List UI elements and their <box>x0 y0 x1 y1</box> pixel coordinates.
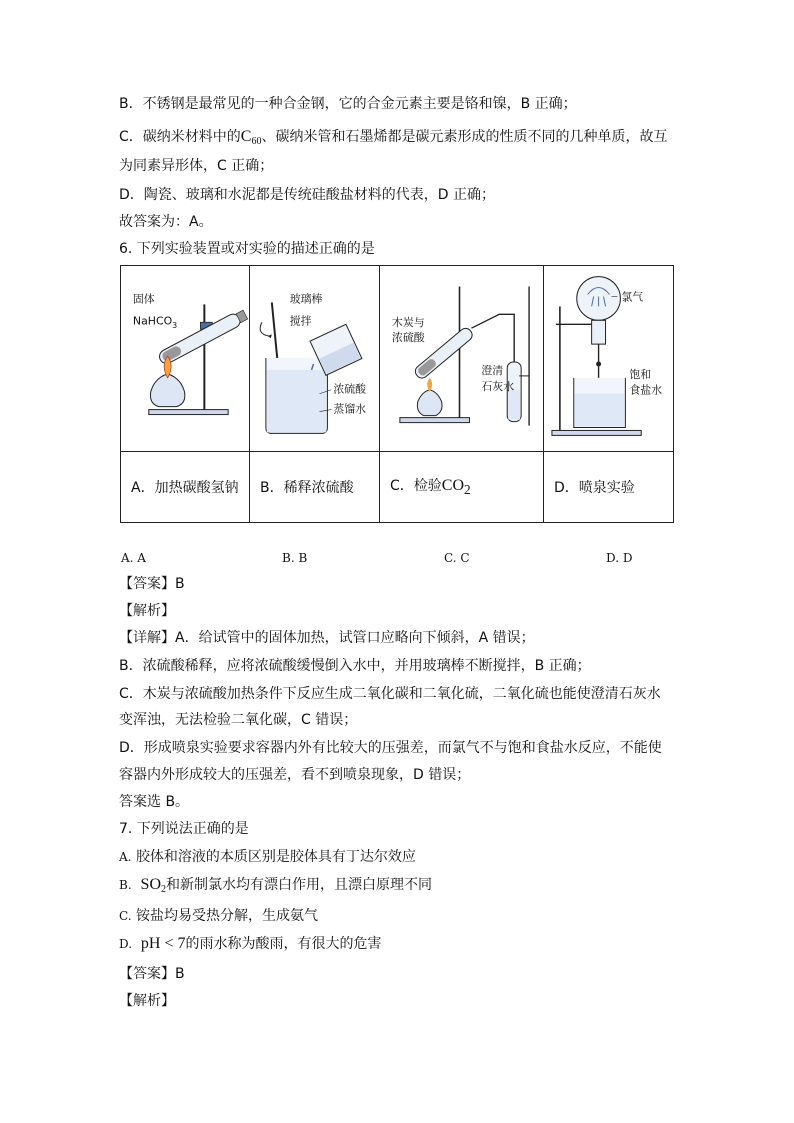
question-6-stem: 6. 下列实验装置或对实验的描述正确的是 <box>119 241 375 257</box>
label-nahco3: NaHCO <box>132 314 173 328</box>
formula-co2: $CO_2$ <box>441 477 471 498</box>
q6-detail-a: 【详解】A．给试管中的固体加热，试管口应略向下倾斜，A 错误； <box>119 630 535 646</box>
label-glass-rod: 玻璃棒 <box>289 292 323 306</box>
caption-d: D．喷泉实验 <box>544 452 674 523</box>
fountain-experiment-diagram <box>544 266 673 451</box>
label-conc-acid: 浓硫酸 <box>333 382 367 396</box>
q7-analysis: 【解析】 <box>119 993 175 1009</box>
q6-option-b: B. B <box>282 551 308 565</box>
label-stir: 搅拌 <box>289 314 312 328</box>
q7-option-d: D. pH < 7的雨水称为酸雨，有很大的危害 <box>119 935 382 952</box>
text-fragment: C．碳纳米材料中的 <box>119 129 241 145</box>
caption-b: B．稀释浓硫酸 <box>250 452 380 523</box>
cell-pic-c <box>380 266 544 452</box>
label-limewater: 石灰水 <box>481 379 515 393</box>
label-saturated: 饱和 <box>629 367 652 381</box>
text-line-d-prev: D．陶瓷、玻璃和水泥都是传统硅酸盐材料的代表，D 正确； <box>119 187 496 203</box>
question-7-stem: 7. 下列说法正确的是 <box>119 821 249 837</box>
text-line-c-prev <box>119 127 667 152</box>
q7-option-c: C. 铵盐均易受热分解，生成氨气 <box>119 908 319 924</box>
label-conc-sulfuric: 浓硫酸 <box>391 331 425 345</box>
q6-answer: 【答案】B <box>119 576 185 592</box>
q7-option-b: B. $SO_2$和新制氯水均有漂白作用，且漂白原理不同 <box>119 876 432 895</box>
formula-ph: pH < 7 <box>140 935 186 952</box>
label-solid: 固体 <box>132 292 155 306</box>
q6-option-a: A. A <box>121 551 146 565</box>
svg-text:NaHCO3: NaHCO$_3$ <box>132 314 178 331</box>
formula-c60: $C_{60}$ <box>240 128 262 147</box>
cell-pic-d <box>544 266 674 452</box>
q6-detail-c1: C．木炭与浓硫酸加热条件下反应生成二氧化碳和二氧化硫，二氧化硫也能使澄清石灰水 <box>119 686 661 702</box>
q6-detail-b: B．浓硫酸稀释，应将浓硫酸缓慢倒入水中，并用玻璃棒不断搅拌，B 正确； <box>119 658 591 674</box>
cell-pic-b <box>250 266 380 452</box>
q7-answer: 【答案】B <box>119 966 185 982</box>
experiment-table <box>120 265 674 523</box>
text-line-c-prev-2: 为同素异形体，C 正确； <box>119 158 274 174</box>
q6-detail-c2: 变浑浊，无法检验二氧化碳，C 错误； <box>119 712 358 728</box>
q6-option-d: D. D <box>606 551 633 565</box>
text-line-b-prev: B．不锈钢是最常见的一种合金钢，它的合金元素主要是铬和镍，B 正确； <box>119 96 577 112</box>
q6-detail-d1: D．形成喷泉实验要求容器内外有比较大的压强差，而氯气不与饱和食盐水反应，不能使 <box>119 740 662 756</box>
label-chlorine: 氯气 <box>621 290 644 304</box>
formula-so2: $SO_2$ <box>140 876 166 895</box>
label-distilled-water: 蒸馏水 <box>333 402 367 416</box>
label-clear: 澄清 <box>481 363 504 377</box>
q6-detail-d2: 容器内外形成较大的压强差，看不到喷泉现象，D 错误； <box>119 767 471 783</box>
label-brine: 食盐水 <box>629 383 663 397</box>
cell-pic-a <box>121 266 250 452</box>
q6-option-c: C. C <box>444 551 470 565</box>
text-fragment: 、碳纳米管和石墨烯都是碳元素形成的性质不同的几种单质，故互 <box>261 129 668 145</box>
caption-c: C．检验$CO_2$ <box>380 452 544 523</box>
dilution-diagram <box>250 266 379 451</box>
q6-final-answer: 答案选 B。 <box>119 794 190 810</box>
text-line-answer-prev: 故答案为：A。 <box>119 214 213 230</box>
co2-test-diagram <box>380 266 543 451</box>
q6-analysis: 【解析】 <box>119 603 175 619</box>
label-charcoal: 木炭与 <box>391 316 425 330</box>
caption-a: A．加热碳酸氢钠 <box>121 452 250 523</box>
heating-test-tube-diagram <box>121 266 249 451</box>
q7-option-a: A. 胶体和溶液的本质区别是胶体具有丁达尔效应 <box>119 849 416 865</box>
